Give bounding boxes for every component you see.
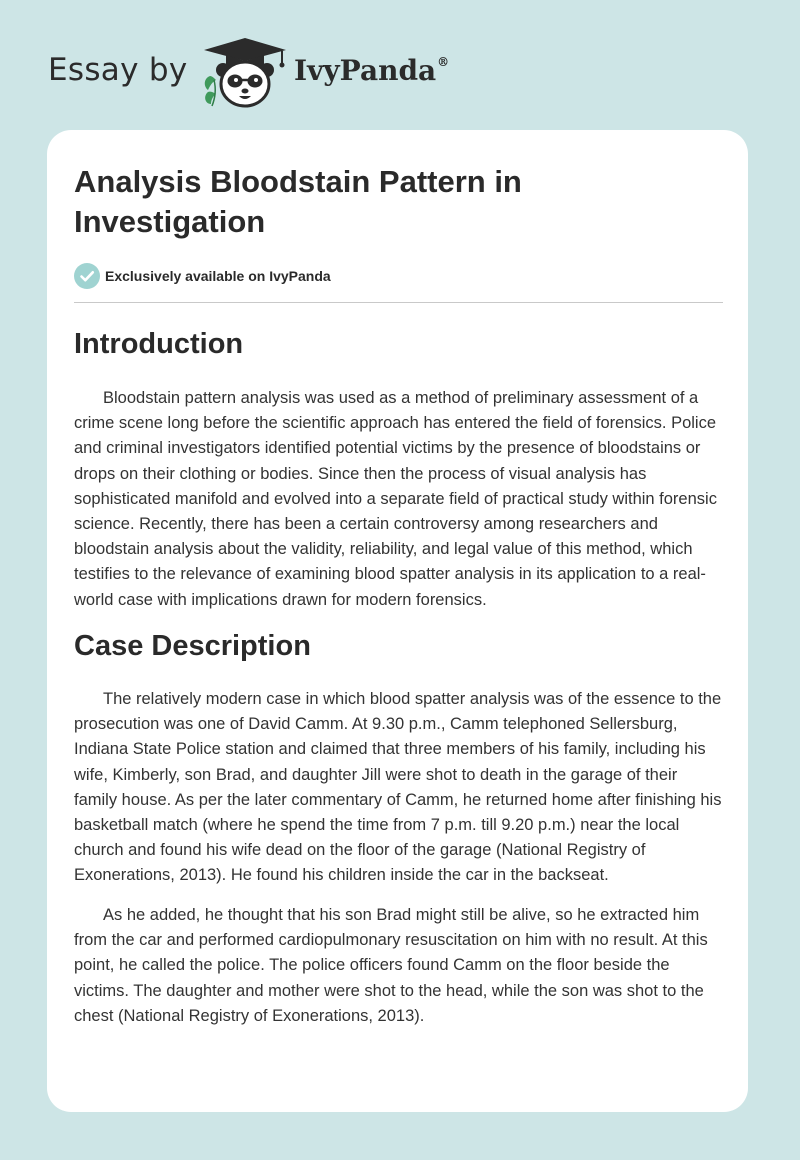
- check-circle-icon: [74, 263, 100, 289]
- section-heading-introduction: Introduction: [74, 328, 244, 360]
- title-divider: [74, 302, 723, 303]
- exclusive-badge: [74, 263, 331, 289]
- section-heading-case-description: Case Description: [74, 630, 311, 662]
- site-header: [0, 0, 800, 120]
- paragraph: As he added, he thought that his son Brad might still be alive, so he extracted him from the car and performed cardiopulmonary resuscitation on him with no result. At this point, he called the police. The police officers found Camm on the floor beside the victims. The daughter and mother were shot to the head, while the son was shot to the chest (National Registry of Exonerations, 2013).: [74, 906, 708, 1025]
- page-title: Analysis Bloodstain Pattern in Investigation: [74, 164, 522, 239]
- paragraph: The relatively modern case in which blood spatter analysis was of the essence to the prosecution was one of David Camm. At 9.30 p.m., Camm telephoned Sellersburg, Indiana State Police station and claimed that three members of his family, including his wife, Kimberly, son Brad, and daughter Jill were shot to death in the garage of their family house. As per the later commentary of Camm, he returned home after finishing his basketball match (where he spend the time from 7 p.m. till 9.20 p.m.) near the local church and found his wife dead on the floor of the garage (National Registry of Exonerations, 2013). He found his children inside the car in the backseat.: [74, 690, 722, 885]
- essay-card: [47, 130, 748, 1112]
- badge-text: Exclusively available on IvyPanda: [105, 268, 331, 284]
- brand-name[interactable]: IvyPanda®: [294, 54, 450, 87]
- brand-prefix: Essay by: [48, 52, 188, 88]
- registered-mark: ®: [437, 54, 450, 69]
- paragraph: Bloodstain pattern analysis was used as a method of preliminary assessment of a crime scene long before the scientific approach has entered the field of forensics. Police and criminal investigators identified potential victims by the presence of bloodstains or drops on their clothing or bodies. Since then the process of visual analysis has sophisticated manifold and evolved into a separate field of practical study within forensic science. Recently, there has been a certain controversy among researchers and bloodstain analysis about the validity, reliability, and legal value of this method, which testifies to the relevance of examining blood spatter analysis in its application to a real-world case with implications drawn for modern forensics.: [74, 389, 717, 609]
- panda-graduate-icon[interactable]: [200, 34, 290, 110]
